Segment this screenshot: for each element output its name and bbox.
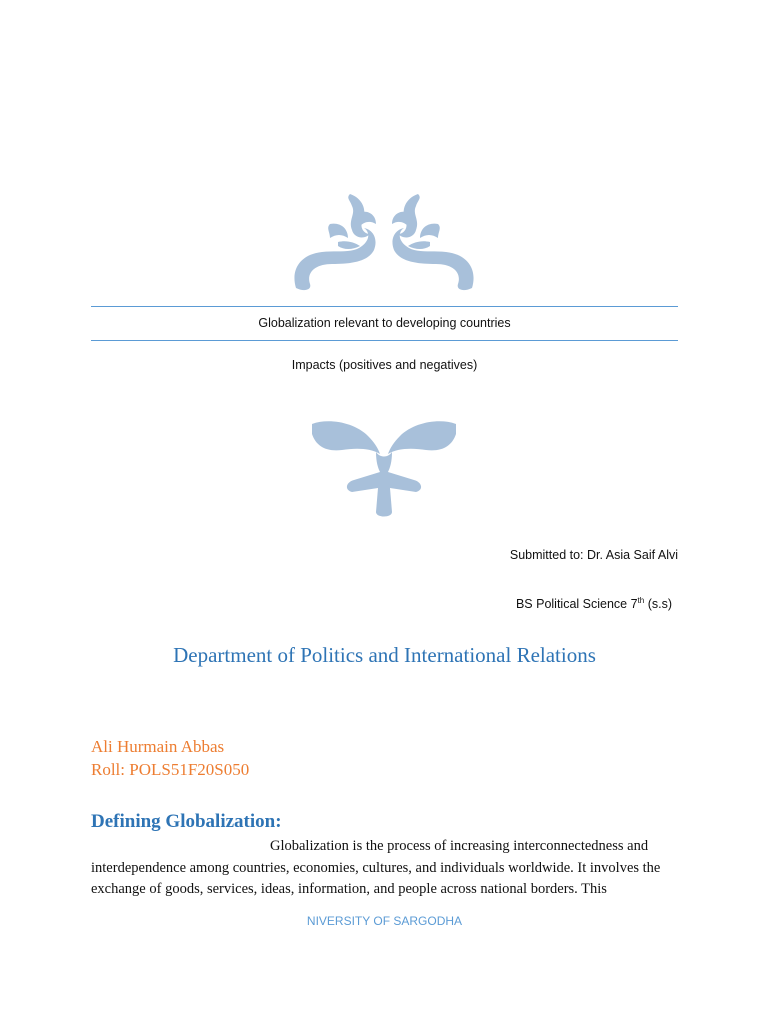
author-name: Ali Hurmain Abbas (91, 737, 225, 756)
bottom-divider (91, 340, 678, 341)
program-prefix: BS Political Science 7 (515, 597, 638, 612)
body-line: exchange of goods, services, ideas, information, and people across national borders. This (91, 881, 607, 897)
page-footer: NIVERSITY OF SARGODHA (306, 914, 463, 928)
document-subtitle: Impacts (positives and negatives) (291, 358, 478, 372)
top-divider (91, 306, 678, 307)
author-roll: Roll: POLS51F20S050 (91, 760, 250, 779)
document-title: Globalization relevant to developing countries (258, 316, 511, 330)
body-line: interdependence among countries, economies, cultures, and individuals worldwide. It involves the (91, 859, 661, 876)
body-line: Globalization is the process of increasing interconnectedness and (270, 838, 649, 854)
program-suffix: (s.s) (644, 597, 672, 612)
section-heading: Defining Globalization: (91, 811, 282, 832)
program-line (400, 596, 672, 611)
leaf-ornament-icon (308, 418, 460, 518)
department-name: Department of Politics and International Relations (173, 643, 596, 667)
program-superscript: th (637, 596, 645, 605)
floral-scroll-ornament-icon (290, 188, 478, 294)
submitted-to: Submitted to: Dr. Asia Saif Alvi (509, 548, 678, 562)
body-paragraph (91, 836, 681, 901)
